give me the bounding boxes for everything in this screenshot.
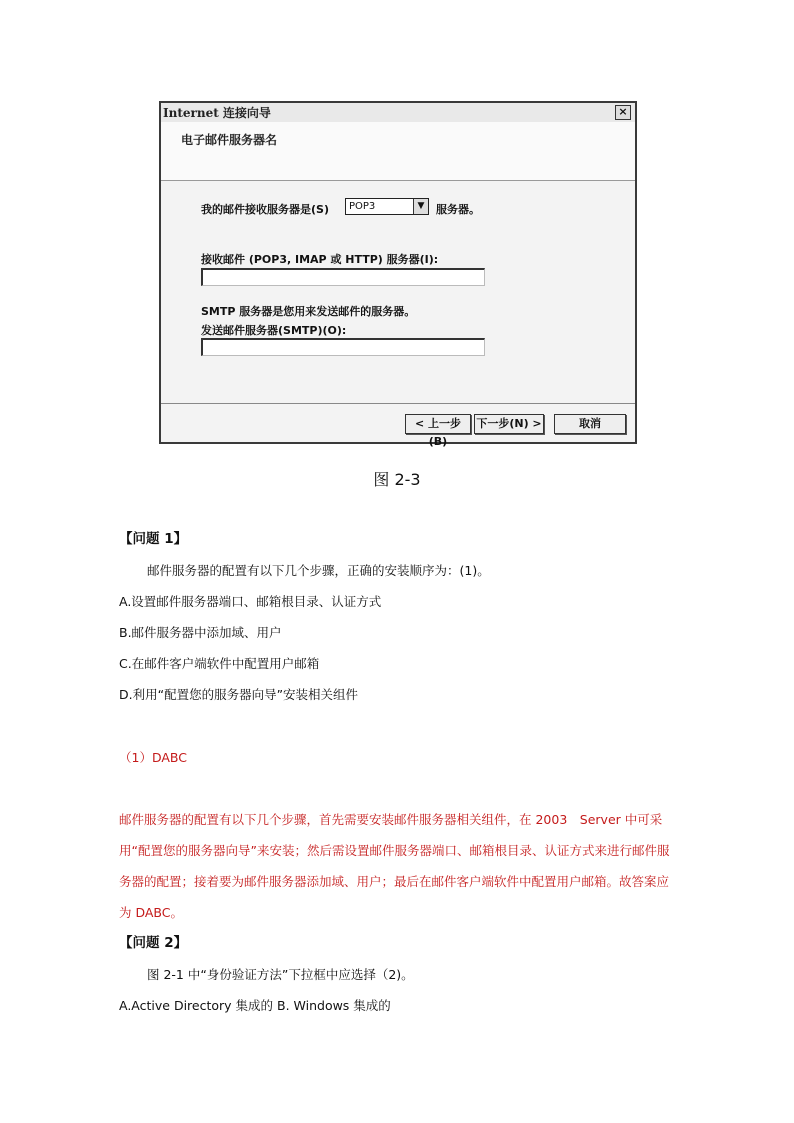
back-button[interactable]: < 上一步(B) <box>405 414 471 434</box>
figure-caption: 图 2-3 <box>373 470 421 489</box>
incoming-type-suffix: 服务器。 <box>436 203 480 216</box>
incoming-type-label: 我的邮件接收服务器是(S) <box>201 203 329 216</box>
outgoing-server-label: 发送邮件服务器(SMTP)(O): <box>201 324 347 337</box>
question2-options: A.Active Directory 集成的 B. Windows 集成的 <box>119 998 391 1013</box>
cancel-button[interactable]: 取消 <box>554 414 626 434</box>
incoming-type-value: POP3 <box>349 201 376 212</box>
connection-wizard-dialog <box>159 101 637 448</box>
dialog-header <box>161 122 635 181</box>
question2-prompt: 图 2-1 中“身份验证方法”下拉框中应选择（2)。 <box>147 967 414 982</box>
question2-heading: 【问题 2】 <box>119 935 188 951</box>
incoming-server-input[interactable] <box>201 268 485 286</box>
next-button[interactable]: 下一步(N) > <box>474 414 544 434</box>
question1-option-a: A.设置邮件服务器端口、邮箱根目录、认证方式 <box>119 594 382 609</box>
dialog-titlebar <box>161 103 635 123</box>
incoming-type-select[interactable] <box>345 198 429 215</box>
button-separator <box>161 403 635 404</box>
close-icon[interactable]: × <box>615 105 631 120</box>
smtp-note: SMTP 服务器是您用来发送邮件的服务器。 <box>201 305 416 318</box>
outgoing-server-input[interactable] <box>201 338 485 356</box>
question1-explanation: 邮件服务器的配置有以下几个步骤，首先需要安装邮件服务器相关组件，在 2003 Server 中可采用“配置您的服务器向导”来安装；然后需设置邮件服务器端口、邮箱根目录、认证方式来进行邮件服务器的配置；接着要为邮件服务器添加域、用户；最后在邮件客户端软件中配置用户邮箱。故答案应为 DABC。 <box>119 812 670 920</box>
question1-option-b: B.邮件服务器中添加域、用户 <box>119 625 282 640</box>
question1-answer: （1）DABC <box>119 750 187 765</box>
question1-heading: 【问题 1】 <box>119 531 188 547</box>
dialog-title: Internet 连接向导 <box>163 106 271 120</box>
question1-option-c: C.在邮件客户端软件中配置用户邮箱 <box>119 656 320 671</box>
chevron-down-icon[interactable]: ▼ <box>413 199 428 214</box>
incoming-server-label: 接收邮件 (POP3, IMAP 或 HTTP) 服务器(I): <box>201 253 439 266</box>
question1-prompt: 邮件服务器的配置有以下几个步骤，正确的安装顺序为：(1)。 <box>147 563 490 578</box>
question1-option-d: D.利用“配置您的服务器向导”安装相关组件 <box>119 687 359 702</box>
dialog-header-title: 电子邮件服务器名 <box>181 133 278 147</box>
